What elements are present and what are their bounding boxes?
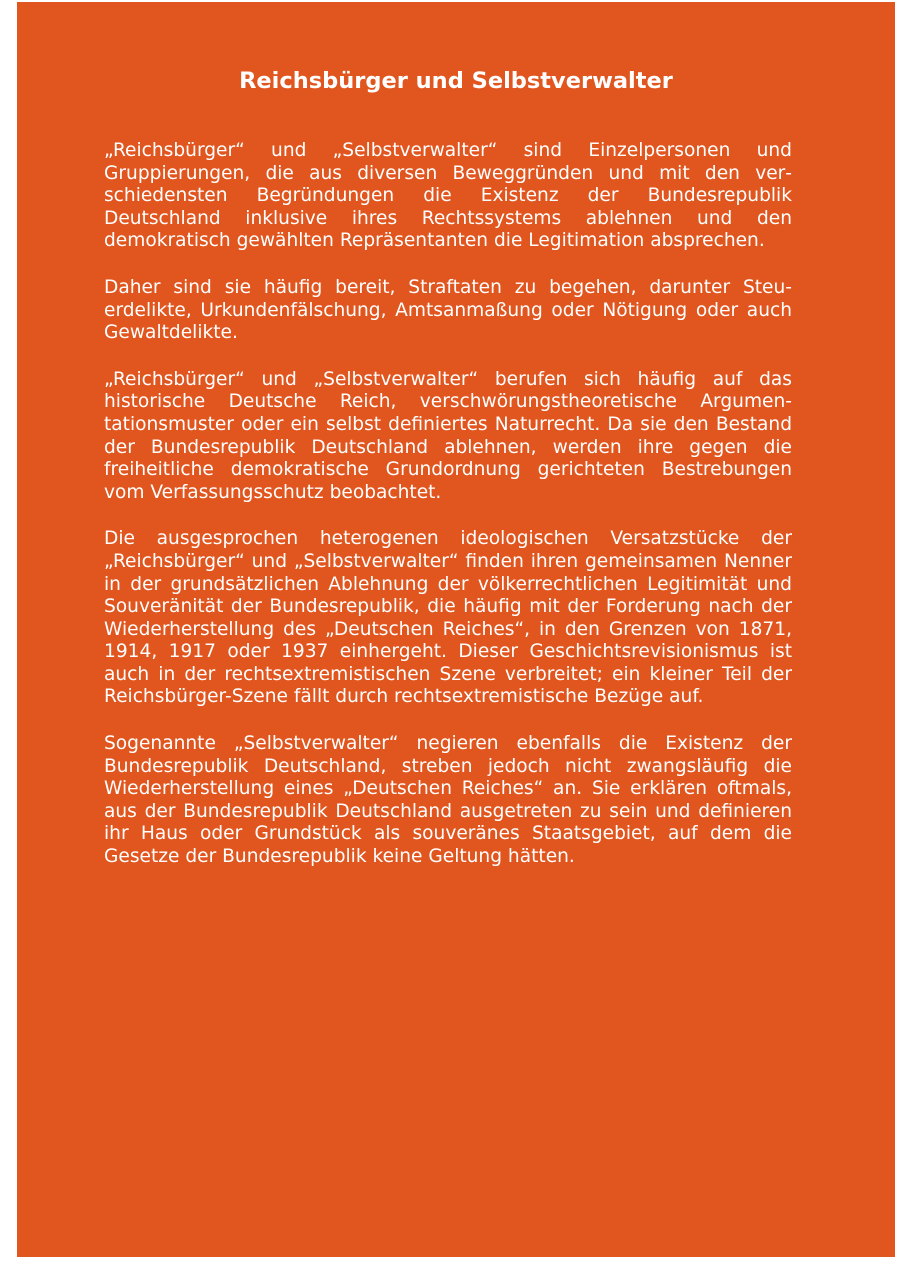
body-text: [104, 140, 792, 893]
page-title: Reichsbürger und Selbstverwalter: [239, 68, 673, 94]
paragraph-4: Die ausgesprochen heterogenen ideologischen Versatzstücke der „Reichsbürger“ und „Selbstverwalter“ finden ihren gemeinsamen Nenner in der grundsätzlichen Ablehnung der völkerrechtlichen Legitimität und Souveränität der Bundesrepublik, die häufig mit der Forderung nach der Wiederherstellung des „Deutschen Reiches“, in den Grenzen von 1871, 1914, 1917 oder 1937 einhergeht. Dieser Geschichtsrevisionismus ist auch in der rechtsextremistischen Szene verbreitet; ein kleiner Teil der Reichsbürger-Szene fällt durch rechtsextremistische Bezüge auf.: [104, 528, 792, 708]
paragraph-2: Daher sind sie häufig bereit, Straftaten zu begehen, darunter Steuerdelikte, Urkundenfälschung, Amtsanmaßung oder Nötigung oder auch Gewaltdelikte.: [104, 276, 792, 344]
paragraph-1: „Reichsbürger“ und „Selbstverwalter“ sind Einzelpersonen und Gruppierungen, die aus diversen Beweggründen und mit den verschiedensten Begründungen die Existenz der Bundesrepublik Deutschland inklusive ihres Rechtssystems ablehnen und den demokratisch gewählten Repräsentanten die Legitimation absprechen.: [104, 140, 792, 252]
paragraph-3: „Reichsbürger“ und „Selbstverwalter“ berufen sich häufig auf das historische Deutsche Reich, verschwörungstheoretische Argumentationsmuster oder ein selbst definiertes Naturrecht. Da sie den Bestand der Bundesrepublik Deutschland ablehnen, werden ihre gegen die freiheitliche demokratische Grundordnung gerichteten Bestrebungen vom Verfassungsschutz beobachtet.: [104, 368, 792, 503]
orange-page-panel: [17, 2, 895, 1257]
paragraph-5: Sogenannte „Selbstverwalter“ negieren ebenfalls die Existenz der Bundesrepublik Deutschland, streben jedoch nicht zwangsläufig die Wiederherstellung eines „Deutschen Reiches“ an. Sie erklären oftmals, aus der Bundesrepublik Deutschland ausgetreten zu sein und definieren ihr Haus oder Grundstück als souveränes Staatsgebiet, auf dem die Gesetze der Bundesrepublik keine Geltung hätten.: [104, 733, 792, 868]
